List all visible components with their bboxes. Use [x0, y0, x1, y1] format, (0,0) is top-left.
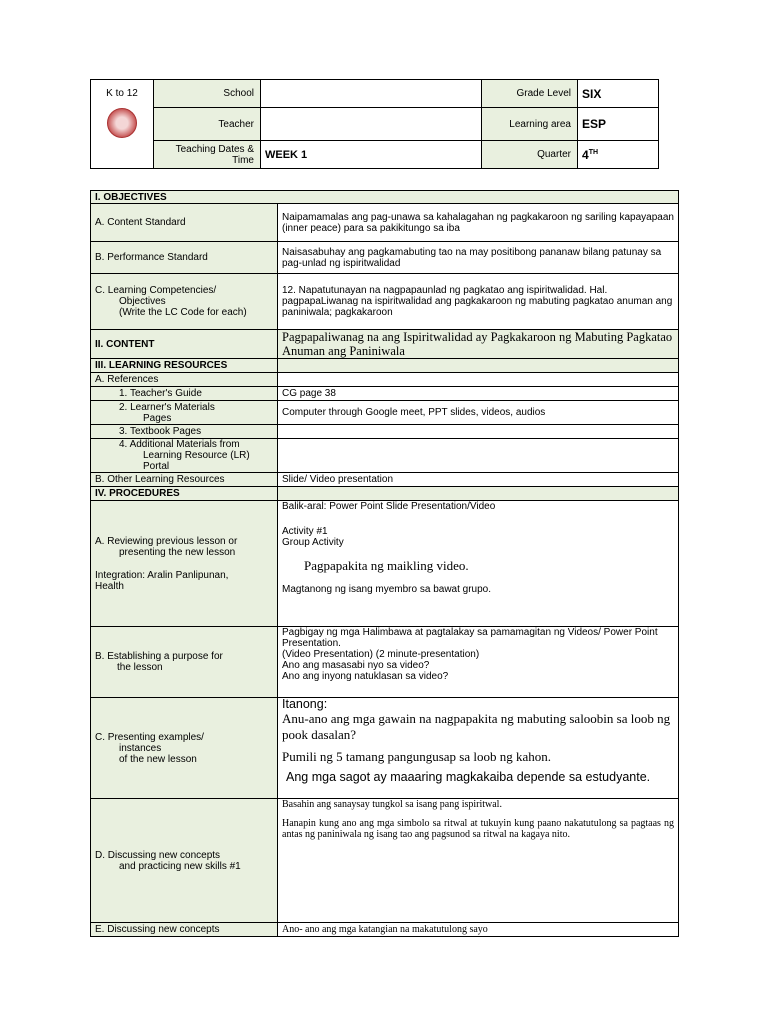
procedure-d-label-2: and practicing new skills #1 — [119, 860, 241, 872]
additional-materials-label-1: 4. Additional Materials from — [119, 439, 240, 450]
competencies-text: 12. Napatutunayan na nagpapaunlad ng pagkatao ang ispiritwalidad. Hal. pagpapaLiwanag na ispiritwalidad ang pagkakaroon ng mabuting pagkatao anuman ang paniniwala; pagkakaroon — [278, 274, 679, 330]
procedure-b-label — [91, 627, 278, 698]
competencies-label-3: (Write the LC Code for each) — [119, 307, 247, 318]
content-standard-label: A. Content Standard — [91, 204, 278, 242]
deped-seal-cell — [91, 108, 154, 141]
school-label: School — [154, 80, 261, 108]
teaching-dates-value: WEEK 1 — [261, 141, 482, 169]
procedure-c-label-2: instances — [119, 742, 162, 754]
learning-area-value: ESP — [578, 108, 659, 141]
lesson-log-table — [90, 190, 679, 937]
quarter-suffix: TH — [588, 148, 599, 156]
procedure-b-line-3: Ano ang masasabi nyo sa video? — [282, 660, 430, 671]
teachers-guide-label: 1. Teacher's Guide — [91, 387, 278, 401]
deped-seal-icon — [107, 108, 137, 138]
other-resources-value: Slide/ Video presentation — [278, 473, 679, 487]
objectives-heading: I. OBJECTIVES — [91, 191, 679, 204]
procedure-d-label-1: D. Discussing new concepts — [95, 849, 221, 861]
procedure-e-content: Ano- ano ang mga katangian na makatutulong sayo — [278, 923, 679, 937]
teachers-guide-value: CG page 38 — [278, 387, 679, 401]
references-blank — [278, 373, 679, 387]
procedure-a-label-3: Integration: Aralin Panlipunan, — [95, 569, 229, 581]
additional-materials-value — [278, 439, 679, 473]
learners-materials-label-1: 2. Learner's Materials — [119, 401, 215, 413]
procedure-a-line-1: Balik-aral: Power Point Slide Presentation/Video — [282, 501, 496, 512]
procedure-c-label-1: C. Presenting examples/ — [95, 731, 204, 743]
procedure-a-line-3: Group Activity — [282, 537, 344, 548]
textbook-pages-label: 3. Textbook Pages — [91, 425, 278, 439]
content-text: Pagpapaliwanag na ang Ispiritwalidad ay Pagkakaroon ng Mabuting Pagkatao Anuman ang Paniniwala — [278, 330, 679, 359]
additional-materials-label — [91, 439, 278, 473]
competencies-label-2: Objectives — [119, 296, 166, 307]
teaching-dates-label: Teaching Dates & Time — [154, 141, 261, 169]
procedures-heading: IV. PROCEDURES — [91, 487, 278, 501]
references-label: A. References — [91, 373, 278, 387]
header-table — [90, 79, 659, 169]
procedure-b-line-1: Pagbigay ng mga Halimbawa at pagtalakay sa pamamagitan ng Videos/ Power Point Presentation. — [282, 627, 658, 649]
procedure-a-line-2: Activity #1 — [282, 526, 328, 537]
procedure-a-label-2: presenting the new lesson — [119, 546, 236, 558]
procedure-b-line-4: Ano ang inyong natuklasan sa video? — [282, 671, 449, 682]
procedure-b-label-1: B. Establishing a purpose for — [95, 651, 223, 662]
textbook-pages-value — [278, 425, 679, 439]
procedure-e-label: E. Discussing new concepts — [91, 923, 278, 937]
resources-heading-blank — [278, 359, 679, 373]
seal-blank — [91, 141, 154, 169]
learners-materials-value: Computer through Google meet, PPT slides, videos, audios — [278, 401, 679, 425]
performance-standard-label: B. Performance Standard — [91, 242, 278, 274]
procedure-a-label — [91, 501, 278, 627]
procedure-d-line-2: Hanapin kung ano ang mga simbolo sa ritwal at tukuyin kung paano nakatutulong sa pagtaas ng antas ng paniniwala ng isang tao ang pagsunod sa ritwal na kagaya nito. — [282, 818, 674, 840]
learners-materials-label — [91, 401, 278, 425]
procedure-b-content — [278, 627, 679, 698]
procedure-c-label-3: of the new lesson — [119, 753, 197, 765]
school-value — [261, 80, 482, 108]
procedure-c-line-4: Ang mga sagot ay maaaring magkakaiba depende sa estudyante. — [286, 770, 651, 784]
procedures-heading-blank — [278, 487, 679, 501]
procedure-b-line-2: (Video Presentation) (2 minute-presentation) — [282, 649, 480, 660]
procedure-d-line-1: Basahin ang sanaysay tungkol sa isang pang ispiritwal. — [282, 799, 502, 810]
grade-level-label: Grade Level — [482, 80, 578, 108]
procedure-c-line-2: Anu-ano ang mga gawain na nagpapakita ng mabuting saloobin sa loob ng pook dasalan? — [282, 711, 671, 742]
teacher-value — [261, 108, 482, 141]
procedure-a-line-5: Magtanong ng isang myembro sa bawat grupo. — [282, 584, 492, 595]
k12-label: K to 12 — [91, 80, 154, 108]
competencies-label-1: C. Learning Competencies/ — [95, 285, 217, 296]
learning-area-label: Learning area — [482, 108, 578, 141]
performance-standard-text: Naisasabuhay ang pagkamabuting tao na may positibong pananaw bilang patunay sa pag-unlad ng ispiritwalidad — [278, 242, 679, 274]
procedure-c-content — [278, 698, 679, 799]
quarter-label: Quarter — [482, 141, 578, 169]
procedure-a-content — [278, 501, 679, 627]
procedure-b-label-2: the lesson — [117, 662, 163, 673]
procedure-d-content — [278, 799, 679, 923]
additional-materials-label-2: Learning Resource (LR) — [143, 450, 250, 461]
procedure-c-line-1: Itanong: — [282, 697, 328, 711]
other-resources-label: B. Other Learning Resources — [91, 473, 278, 487]
content-standard-text: Naipamamalas ang pag-unawa sa kahalagahan ng pagkakaroon ng sariling kapayapaan (inner peace) para sa pakikitungo sa iba — [278, 204, 679, 242]
grade-level-value: SIX — [578, 80, 659, 108]
content-heading: II. CONTENT — [91, 330, 278, 359]
additional-materials-label-3: Portal — [143, 461, 170, 472]
quarter-value — [578, 141, 659, 169]
teacher-label: Teacher — [154, 108, 261, 141]
procedure-c-label — [91, 698, 278, 799]
competencies-label — [91, 274, 278, 330]
procedure-a-label-4: Health — [95, 580, 124, 592]
procedure-c-line-3: Pumili ng 5 tamang pangungusap sa loob ng kahon. — [282, 749, 552, 764]
procedure-a-label-1: A. Reviewing previous lesson or — [95, 535, 238, 547]
resources-heading: III. LEARNING RESOURCES — [91, 359, 278, 373]
procedure-a-line-4: Pagpapakita ng maikling video. — [304, 558, 469, 573]
procedure-d-label — [91, 799, 278, 923]
quarter-number: 4 — [582, 147, 589, 162]
learners-materials-label-2: Pages — [143, 412, 172, 424]
